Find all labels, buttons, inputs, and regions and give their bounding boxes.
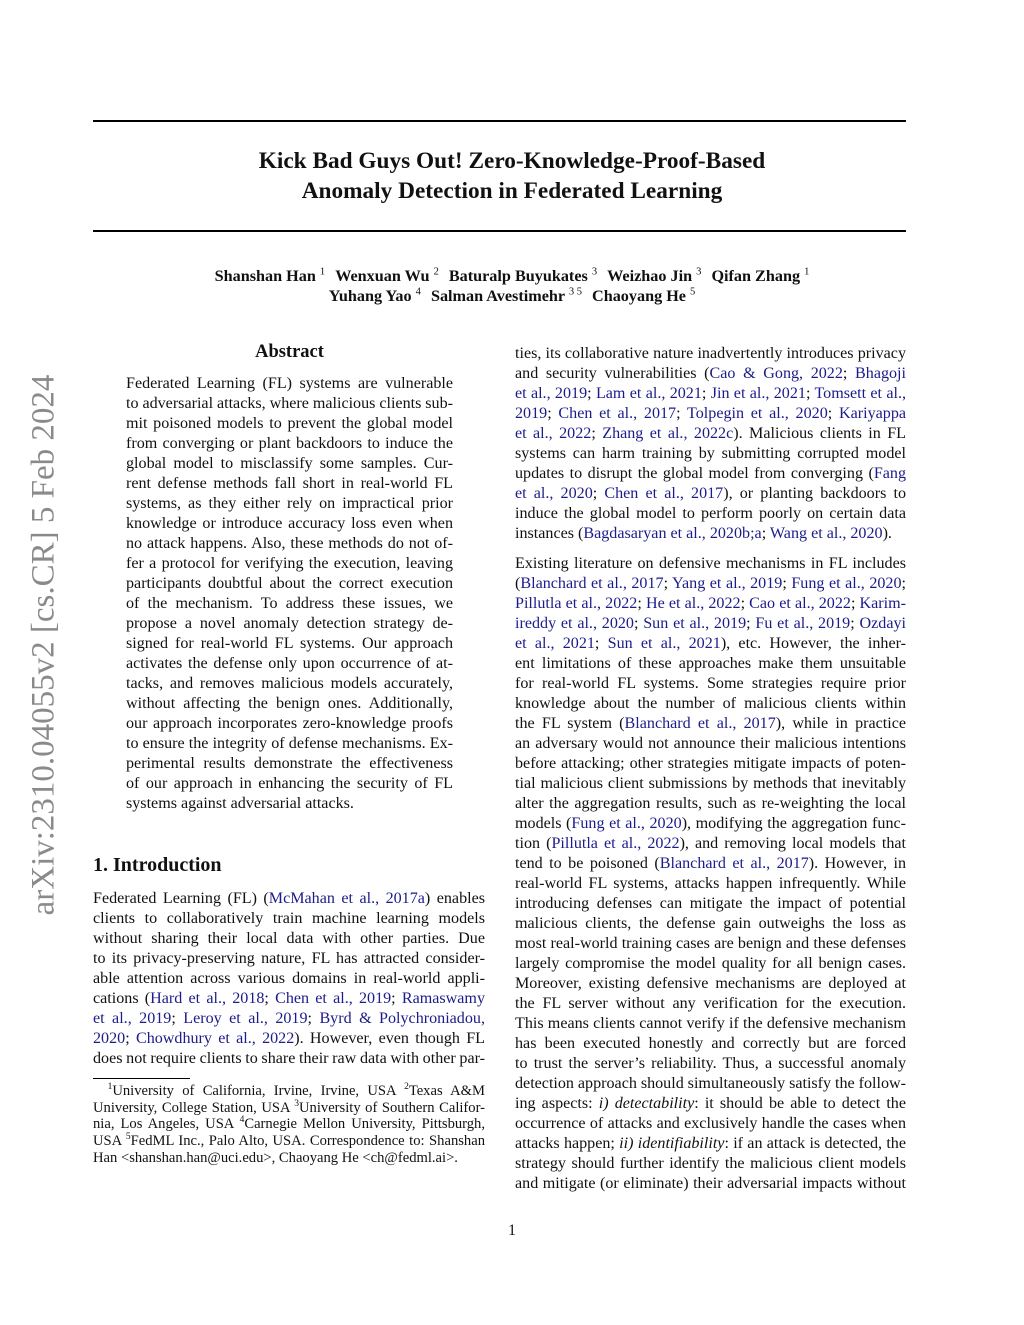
text-line	[515, 444, 906, 464]
text-run: ). However, even though FL	[294, 1030, 486, 1047]
citation-link[interactable]: Jin et al., 2021	[710, 385, 806, 402]
title-line-2: Anomaly Detection in Federated Learning	[301, 178, 723, 204]
text-run: This means clients cannot verify if the defensive mechanism	[515, 1015, 906, 1032]
text-run: most real-world training cases are benign and these defenses	[515, 935, 906, 952]
author-name	[431, 287, 582, 305]
author-name	[607, 267, 701, 285]
text-run: ), and removing local models that	[679, 835, 906, 852]
citation-link[interactable]: He et al., 2022	[645, 595, 741, 612]
text-line	[515, 934, 906, 954]
citation-link[interactable]: Blanchard et al., 2017	[659, 855, 809, 872]
text-line	[93, 969, 485, 989]
text-run: tend to be poisoned (	[515, 855, 660, 872]
citation-link[interactable]: Karim-	[859, 595, 907, 612]
text-run: (	[515, 575, 521, 592]
text-line	[515, 754, 906, 774]
text-line	[126, 574, 453, 594]
text-run: and mitigate (or eliminate) their adversarial impacts without	[515, 1175, 906, 1192]
text-line	[515, 504, 906, 524]
text-run: Texas A&M	[408, 1083, 485, 1099]
author-name	[592, 287, 695, 305]
text-line	[126, 554, 453, 574]
text-line	[515, 994, 906, 1014]
text-run: ;	[805, 385, 815, 402]
superscript-affiliation: 1	[107, 1082, 113, 1093]
text-line	[515, 1054, 906, 1074]
text-run: without affecting the benign ones. Additionally,	[126, 695, 453, 712]
citation-link[interactable]: Sun et al., 2021	[607, 635, 721, 652]
citation-link[interactable]: Pillutla et al., 2022	[551, 835, 680, 852]
text-run: an adversary would not announce their malicious intentions	[515, 735, 906, 752]
footnote-affiliations	[93, 1083, 485, 1167]
text-line	[515, 1094, 906, 1114]
text-run: has been executed honestly and correctly but are forced	[515, 1035, 906, 1052]
author-list	[0, 266, 1024, 306]
text-line	[93, 929, 485, 949]
author-affiliation-mark: 1	[804, 266, 810, 278]
text-run: the FL server without any verification for the execution.	[515, 995, 906, 1012]
author-name	[449, 267, 597, 285]
text-run: perimental results demonstrate the effectiveness	[126, 755, 453, 772]
text-run: ;	[901, 575, 906, 592]
citation-link[interactable]: 2020	[93, 1030, 126, 1047]
text-run: ;	[850, 595, 860, 612]
text-run: University of Southern Califor-	[299, 1099, 486, 1116]
text-line	[126, 374, 453, 394]
text-run: ;	[842, 365, 856, 382]
text-line	[93, 1029, 485, 1049]
text-line	[126, 634, 453, 654]
citation-link[interactable]: Chen et al., 2019	[275, 990, 392, 1007]
title-line-1: Kick Bad Guys Out! Zero-Knowledge-Proof-Based	[258, 148, 766, 174]
text-run: systems against adversarial attacks.	[126, 795, 354, 812]
text-run: tial malicious client submissions by methods that inevitably	[515, 775, 906, 792]
text-line	[515, 424, 906, 444]
text-run: Federated Learning (FL) systems are vulnerable	[126, 375, 453, 392]
citation-link[interactable]: Zhang et al., 2022c	[602, 425, 734, 442]
text-run: ;	[676, 405, 688, 422]
text-run: to ensure the integrity of defense mechanisms. Ex-	[126, 735, 453, 752]
text-run: ;	[171, 1010, 184, 1027]
text-line	[126, 494, 453, 514]
abstract-body	[126, 374, 453, 814]
text-run: ;	[761, 525, 770, 542]
text-run: ;	[547, 405, 559, 422]
text-run: ;	[592, 485, 605, 502]
text-run: ), while in practice	[775, 715, 906, 732]
text-run: ;	[782, 575, 792, 592]
citation-link[interactable]: Chowdhury et al., 2022	[135, 1030, 295, 1047]
author-name-text: Chaoyang He	[592, 287, 686, 305]
text-line	[515, 694, 906, 714]
citation-link[interactable]: Leroy et al., 2019	[183, 1010, 308, 1027]
text-line	[126, 794, 453, 814]
superscript-affiliation: 5	[125, 1132, 131, 1143]
right-column-body	[515, 344, 906, 1194]
author-affiliation-mark: 2	[433, 266, 439, 278]
citation-link[interactable]: et al., 2021	[515, 635, 595, 652]
text-line	[515, 384, 906, 404]
text-run: ;	[307, 1010, 320, 1027]
text-line	[515, 484, 906, 504]
text-line	[93, 1133, 485, 1150]
text-line	[515, 404, 906, 424]
text-run: ). However, in	[808, 855, 907, 872]
text-line	[515, 914, 906, 934]
text-run: of the mechanism. To address these issues, we	[126, 595, 453, 612]
citation-link[interactable]: Chen et al., 2017	[604, 485, 724, 502]
text-run: rent defense methods fall short in real-world FL	[126, 475, 453, 492]
citation-link[interactable]: Fung et al., 2020	[791, 575, 902, 592]
text-run: occurrence of attacks and exclusively handle the cases when	[515, 1115, 906, 1132]
text-run: no attack happens. Also, these methods do not of-	[126, 535, 453, 552]
text-line	[515, 674, 906, 694]
text-run: malicious clients, the defense gain outweighs the loss as	[515, 915, 906, 932]
citation-link[interactable]: Lam et al., 2021	[595, 385, 702, 402]
text-line	[93, 1049, 485, 1069]
text-line	[126, 594, 453, 614]
text-run: and security vulnerabilities (	[515, 365, 710, 382]
citation-link[interactable]: McMahan et al., 2017a	[268, 890, 425, 907]
citation-link[interactable]: Fung et al., 2020	[571, 815, 682, 832]
citation-link[interactable]: Fang	[873, 465, 906, 482]
text-line	[93, 1116, 485, 1133]
author-name	[215, 267, 326, 285]
text-line	[126, 474, 453, 494]
text-run: largely compromise the model quality for all benign cases.	[515, 955, 906, 972]
text-line	[126, 714, 453, 734]
text-run: ;	[594, 635, 608, 652]
author-name-text: Weizhao Jin	[607, 267, 693, 285]
citation-link[interactable]: Ramaswamy	[401, 990, 485, 1007]
text-run: ;	[264, 990, 276, 1007]
text-run: FedML Inc., Palo Alto, USA. Correspondence to: Shanshan	[130, 1133, 485, 1150]
text-run: activates the defense only upon occurrence of at-	[126, 655, 453, 672]
text-run: ;	[591, 425, 603, 442]
arxiv-identifier: arXiv:2310.04055v2 [cs.CR] 5 Feb 2024	[25, 374, 62, 916]
text-run: ties, its collaborative nature inadvertently introduces privacy	[515, 345, 906, 362]
text-line	[126, 534, 453, 554]
citation-link[interactable]: 2019	[515, 405, 548, 422]
citation-link[interactable]: Tolpegin et al., 2020	[687, 405, 828, 422]
author-name-text: Shanshan Han	[214, 267, 316, 285]
text-line	[515, 574, 906, 594]
text-run: propose a novel anomaly detection strategy de-	[126, 615, 453, 632]
text-run: participants doubtful about the correct execution	[126, 575, 453, 592]
text-line	[93, 909, 485, 929]
text-line	[126, 774, 453, 794]
text-run: of our approach in enhancing the security of FL	[126, 775, 453, 792]
text-line	[515, 654, 906, 674]
text-line	[515, 814, 906, 834]
citation-link[interactable]: Chen et al., 2017	[558, 405, 677, 422]
text-line	[126, 694, 453, 714]
text-run: ;	[827, 405, 839, 422]
citation-link[interactable]: Blanchard et al., 2017	[520, 575, 664, 592]
citation-link[interactable]: Blanchard et al., 2017	[624, 715, 776, 732]
superscript-affiliation: 4	[239, 1115, 245, 1126]
text-run: : if an attack is detected, the	[724, 1135, 906, 1152]
citation-link[interactable]: Pillutla et al., 2022	[515, 595, 638, 612]
citation-link[interactable]: et al., 2019	[93, 1010, 172, 1027]
text-line	[93, 1100, 485, 1117]
author-affiliation-mark: 4	[415, 286, 421, 298]
text-run: ), or planting backdoors to	[723, 485, 906, 502]
text-run: the FL system (	[515, 715, 625, 732]
text-run: systems can harm training by submitting corrupted model	[515, 445, 906, 462]
citation-link[interactable]: Hard et al., 2018	[150, 990, 265, 1007]
author-name	[329, 287, 421, 305]
text-line	[126, 654, 453, 674]
text-run: ;	[746, 615, 756, 632]
text-run: knowledge about the number of malicious clients within	[515, 695, 906, 712]
text-run: models (	[515, 815, 572, 832]
author-affiliation-mark: 1	[319, 266, 326, 278]
text-line	[126, 754, 453, 774]
text-line	[515, 1154, 906, 1174]
superscript-affiliation: 3	[294, 1098, 300, 1109]
text-line	[515, 524, 906, 544]
text-line	[515, 614, 906, 634]
author-affiliation-mark: 3	[696, 266, 702, 278]
text-run: University of California, Irvine, Irvine, USA	[112, 1083, 405, 1099]
text-run: Moreover, existing defensive mechanisms are deployed at	[515, 975, 906, 992]
text-run: to its privacy-preserving nature, FL has attracted consider-	[93, 950, 485, 967]
text-line	[515, 774, 906, 794]
text-run: ;	[125, 1030, 136, 1047]
text-line	[126, 614, 453, 634]
text-run: mit poisoned models to prevent the global model	[126, 415, 453, 432]
text-run: University, College Station, USA	[93, 1099, 295, 1116]
text-line	[515, 1014, 906, 1034]
text-run: ent limitations of these approaches make them unsuitable	[515, 655, 906, 672]
superscript-affiliation: 2	[404, 1082, 409, 1093]
paragraph	[515, 554, 906, 1194]
text-run: ;	[637, 595, 646, 612]
author-name-text: Salman Avestimehr	[430, 287, 565, 305]
text-run: without sharing their local data with other parties. Due	[93, 930, 485, 947]
author-name-text: Wenxuan Wu	[335, 267, 430, 285]
footnote-rule	[93, 1078, 190, 1079]
text-run: Existing literature on defensive mechanisms in FL includes	[515, 555, 906, 572]
text-run: USA	[93, 1133, 126, 1150]
text-run: : it should be able to detect the	[694, 1095, 906, 1112]
text-run: strategy should further identify the malicious client models	[515, 1155, 906, 1172]
text-run: ;	[633, 615, 644, 632]
text-line	[515, 1034, 906, 1054]
text-run: ;	[740, 595, 750, 612]
citation-link[interactable]: Cao et al., 2022	[749, 595, 851, 612]
text-line	[93, 1150, 485, 1167]
text-run: Federated Learning (FL) (	[93, 890, 269, 907]
text-run: fer a protocol for verifying the execution, leaving	[126, 555, 453, 572]
page-number: 1	[508, 1222, 516, 1239]
text-run: real-world FL systems, attacks happen infrequently. While	[515, 875, 906, 892]
text-run: ing aspects:	[515, 1095, 599, 1112]
text-run: knowledge or introduce accuracy loss even when	[126, 515, 453, 532]
text-line	[515, 734, 906, 754]
text-run: instances (	[515, 525, 584, 542]
text-line	[515, 634, 906, 654]
text-line	[515, 344, 906, 364]
text-line	[93, 1083, 485, 1100]
text-run: alter the aggregation results, such as re-weighting the local	[515, 795, 906, 812]
text-run: able attention across various domains in real-world appli-	[93, 970, 485, 987]
text-run: induce the global model to perform poorly on certain data	[515, 505, 906, 522]
text-line	[515, 894, 906, 914]
text-run: ), modifying the aggregation func-	[681, 815, 906, 832]
citation-link[interactable]: et al., 2019	[515, 385, 588, 402]
text-line	[515, 1134, 906, 1154]
introduction-body	[93, 889, 485, 1069]
text-run: ;	[663, 575, 672, 592]
paper-title	[0, 146, 1024, 206]
text-line	[515, 1114, 906, 1134]
text-line	[515, 974, 906, 994]
author-affiliation-mark: 3	[591, 266, 598, 278]
citation-link[interactable]: Cao & Gong, 2022	[709, 365, 843, 382]
citation-link[interactable]: Ozdayi	[859, 615, 906, 632]
citation-link[interactable]: Kariyappa	[838, 405, 907, 422]
citation-link[interactable]: et al., 2020	[515, 485, 593, 502]
text-line	[126, 734, 453, 754]
text-run: global model to misclassify some samples. Cur-	[126, 455, 453, 472]
text-run: systems, as they either rely on impractical prior	[126, 495, 453, 512]
text-run: tion (	[515, 835, 552, 852]
emphasis-text: ii) identifiability	[619, 1135, 725, 1152]
text-run: Carnegie Mellon University, Pittsburgh,	[244, 1116, 486, 1133]
text-line	[515, 1174, 906, 1194]
author-name	[711, 267, 809, 285]
author-name	[335, 267, 439, 285]
citation-link[interactable]: Wang et al., 2020	[769, 525, 883, 542]
text-line	[93, 889, 485, 909]
text-run: before attacking; other strategies mitigate impacts of poten-	[515, 755, 906, 772]
text-run: ), etc. However, the inher-	[720, 635, 907, 652]
text-run: ;	[850, 615, 860, 632]
text-line	[515, 714, 906, 734]
text-run: ) enables	[424, 890, 485, 907]
text-line	[515, 874, 906, 894]
text-run: ;	[587, 385, 596, 402]
citation-link[interactable]: Sun et al., 2019	[643, 615, 747, 632]
text-run	[93, 1083, 108, 1099]
text-run: for real-world FL systems. Some strategies require prior	[515, 675, 906, 692]
text-line	[515, 794, 906, 814]
author-affiliation-mark: 5	[690, 286, 696, 298]
text-line	[126, 674, 453, 694]
text-run: tacks, and removes malicious models accurately,	[126, 675, 453, 692]
text-run: introducing defenses can mitigate the impact of potential	[515, 895, 906, 912]
text-run: ;	[391, 990, 402, 1007]
text-line	[93, 989, 485, 1009]
text-run: nia, Los Angeles, USA	[93, 1116, 240, 1133]
paragraph	[515, 344, 906, 544]
citation-link[interactable]: Yang et al., 2019	[672, 575, 783, 592]
author-affiliation-mark: 3 5	[568, 286, 582, 298]
text-run: from converging or plant backdoors to induce the	[126, 435, 453, 452]
text-line	[515, 464, 906, 484]
text-run: signed for real-world FL systems. Our approach	[126, 635, 453, 652]
text-line	[515, 594, 906, 614]
text-run: to adversarial attacks, where malicious clients sub-	[126, 395, 453, 412]
text-line	[515, 364, 906, 384]
author-row	[0, 286, 1024, 306]
author-row	[0, 266, 1024, 286]
text-run: our approach incorporates zero-knowledge proofs	[126, 715, 453, 732]
text-line	[515, 954, 906, 974]
citation-link[interactable]: et al., 2022	[515, 425, 592, 442]
citation-link[interactable]: Tomsett et al.,	[814, 385, 907, 402]
text-line	[515, 1074, 906, 1094]
author-name-text: Baturalp Buyukates	[448, 267, 588, 285]
text-line	[126, 414, 453, 434]
abstract-heading: Abstract	[255, 342, 324, 362]
text-run: clients to collaboratively train machine learning models	[93, 910, 485, 927]
text-line	[515, 854, 906, 874]
text-line	[126, 434, 453, 454]
text-line	[515, 834, 906, 854]
text-run: Han <shanshan.han@uci.edu>, Chaoyang He <ch@fedml.ai>.	[93, 1149, 458, 1166]
top-rule	[93, 120, 906, 122]
text-line	[93, 949, 485, 969]
text-run: cations (	[93, 990, 151, 1007]
citation-link[interactable]: Byrd & Polychroniadou,	[319, 1010, 485, 1027]
text-line	[126, 454, 453, 474]
title-bottom-rule	[93, 230, 906, 232]
author-name-text: Qifan Zhang	[711, 267, 801, 285]
citation-link[interactable]: Bagdasaryan et al., 2020b;a	[583, 525, 762, 542]
section-heading-introduction: 1. Introduction	[93, 854, 222, 876]
text-line	[126, 394, 453, 414]
text-line	[126, 514, 453, 534]
author-name-text: Yuhang Yao	[328, 287, 412, 305]
text-line	[515, 554, 906, 574]
text-run: updates to disrupt the global model from converging (	[515, 465, 874, 482]
text-run: ).	[882, 525, 892, 542]
text-run: does not require clients to share their raw data with other par-	[93, 1050, 485, 1067]
text-run: detection approach should simultaneously satisfy the follow-	[515, 1075, 906, 1092]
text-line	[93, 1009, 485, 1029]
emphasis-text: i) detectability	[598, 1095, 695, 1112]
text-run: to trust the server’s reliability. Thus, a successful anomaly	[515, 1055, 906, 1072]
text-run: attacks happen;	[515, 1135, 620, 1152]
text-run: ). Malicious clients in FL	[733, 425, 907, 442]
citation-link[interactable]: ireddy et al., 2020	[515, 615, 634, 632]
text-run: ;	[701, 385, 711, 402]
citation-link[interactable]: Fu et al., 2019	[755, 615, 851, 632]
citation-link[interactable]: Bhagoji	[855, 365, 906, 382]
